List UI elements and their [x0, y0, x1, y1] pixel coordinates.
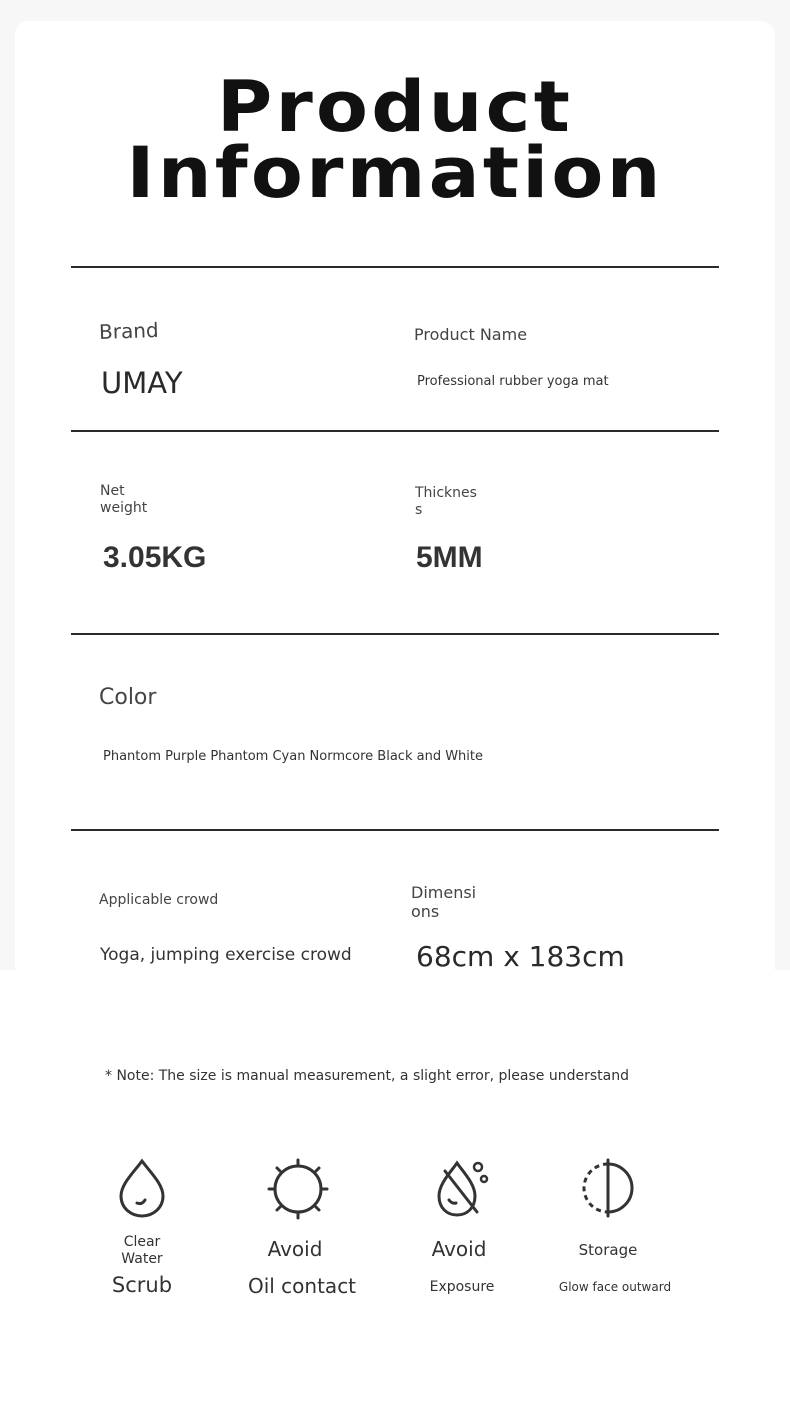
care-subtitle-exposure: Exposure [429, 1279, 495, 1295]
care-title-line2: Water [121, 1251, 163, 1267]
dimensions-label-line1: Dimensi [411, 883, 477, 902]
product-name-value: Professional rubber yoga mat [417, 374, 609, 389]
care-subtitle-glow-face-outward: Glow face outward [558, 1280, 672, 1294]
thickness-label-line1: Thicknes [415, 485, 477, 501]
dimensions-label-line2: ons [411, 902, 440, 921]
net-weight-label-line2: weight [100, 500, 148, 516]
no-drop-icon [433, 1158, 493, 1220]
divider [71, 829, 719, 831]
dimensions-label [411, 883, 476, 921]
thickness-label-line2: s [415, 502, 423, 518]
applicable-crowd-value: Yoga, jumping exercise crowd [100, 945, 352, 965]
divider [71, 266, 719, 268]
care-title-line1: Clear [123, 1234, 161, 1250]
care-title-avoid: Avoid [431, 1237, 487, 1261]
care-subtitle-oil-contact: Oil contact [247, 1274, 357, 1298]
sun-icon [267, 1158, 329, 1220]
divider [71, 430, 719, 432]
half-circle-icon [579, 1158, 637, 1220]
brand-value: UMAY [101, 366, 183, 400]
net-weight-value: 3.05KG [103, 541, 207, 574]
care-title-storage: Storage [578, 1241, 638, 1259]
note-text: * Note: The size is manual measurement, a slight error, please understand [105, 1068, 629, 1084]
applicable-crowd-label: Applicable crowd [99, 892, 219, 908]
product-name-label: Product Name [414, 325, 528, 344]
dimensions-value: 68cm x 183cm [416, 940, 625, 973]
thickness-label [415, 485, 477, 519]
color-value: Phantom Purple Phantom Cyan Normcore Black and White [103, 749, 484, 764]
page-title-line2: Information [126, 132, 664, 214]
water-drop-icon [116, 1158, 168, 1220]
net-weight-label [100, 483, 147, 517]
thickness-value: 5MM [416, 541, 483, 574]
page-title-line1: Product [216, 66, 574, 148]
care-title-avoid: Avoid [267, 1237, 323, 1261]
color-label: Color [99, 685, 157, 710]
care-title-clear-water [102, 1234, 182, 1268]
divider [71, 633, 719, 635]
brand-label: Brand [98, 317, 159, 345]
care-subtitle-scrub: Scrub [111, 1273, 173, 1297]
net-weight-label-line1: Net [100, 483, 125, 499]
